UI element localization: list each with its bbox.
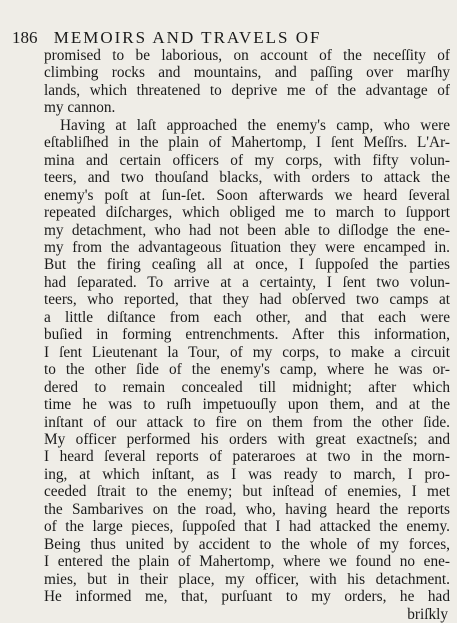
text-line: my cannon. xyxy=(44,99,116,117)
text-line: Being thus united by accident to the whole of my forces, xyxy=(44,535,450,553)
text-line: teers, who reported, that they had obſerved two camps at xyxy=(44,291,450,309)
text-line: I ſent Lieutenant la Tour, of my corps, to make a circuit xyxy=(44,343,450,361)
text-line: But the firing ceaſing all at once, I ſuppoſed the parties xyxy=(44,256,450,274)
text-line: lands, which threatened to deprive me of the advantage of xyxy=(44,81,450,99)
page-number: 186 xyxy=(12,28,38,47)
text-line: buſied in forming entrenchments. After this information, xyxy=(44,326,450,344)
text-line: He informed me, that, purſuant to my orders, he had xyxy=(44,588,450,606)
text-line: the Sambarives on the road, who, having heard the reports xyxy=(44,500,450,518)
text-line: had ſeparated. To arrive at a certainty, I ſent two volun- xyxy=(44,273,450,291)
text-line: mies, but in their place, my officer, with his detachment. xyxy=(44,570,450,588)
text-line: inſtant of our attack to fire on them from the other ſide. xyxy=(44,413,450,431)
text-line: my from the advantageous ſituation they were encamped in. xyxy=(44,238,450,256)
running-title: MEMOIRS AND TRAVELS OF xyxy=(53,28,322,47)
text-line: a little diſtance from each other, and that each were xyxy=(44,308,450,326)
text-line: ing, at which inſtant, as I was ready to march, I pro- xyxy=(44,465,450,483)
text-line: I heard ſeveral reports of pateraroes at two in the morn- xyxy=(44,448,450,466)
text-line: my detachment, who had not been able to diſlodge the ene- xyxy=(44,221,450,239)
catchword: briſkly xyxy=(407,605,448,623)
text-line: enemy's poſt at ſun-ſet. Soon afterwards we heard ſeveral xyxy=(44,186,450,204)
text-line: repeated diſcharges, which obliged me to march to ſupport xyxy=(44,204,450,222)
text-line: teers, and two thouſand blacks, with orders to attack the xyxy=(44,169,450,187)
text-line: My officer performed his orders with great exactneſs; and xyxy=(44,430,450,448)
text-line: mina and certain officers of my corps, with fifty volun- xyxy=(44,151,450,169)
text-line: to the other ſide of the enemy's camp, where he was or- xyxy=(44,361,450,379)
text-line: Having at laſt approached the enemy's camp, who were xyxy=(60,116,450,134)
text-line: I entered the plain of Mahertomp, where we found no ene- xyxy=(44,553,450,571)
text-line: climbing rocks and mountains, and paſſing over marſhy xyxy=(44,64,450,82)
text-line: time he was to ruſh impetuouſly upon them, and at the xyxy=(44,396,450,414)
text-line: ceeded ſtrait to the enemy; but inſtead of enemies, I met xyxy=(44,483,450,501)
text-line: of the large pieces, ſuppoſed that I had attacked the enemy. xyxy=(44,518,450,536)
body-text xyxy=(44,47,450,623)
text-line: dered to remain concealed till midnight; after which xyxy=(44,378,450,396)
text-line: eſtabliſhed in the plain of Mahertomp, I ſent Meſſrs. L'Ar- xyxy=(44,134,450,152)
text-line: promised to be laborious, on account of the neceſſity of xyxy=(44,47,450,64)
